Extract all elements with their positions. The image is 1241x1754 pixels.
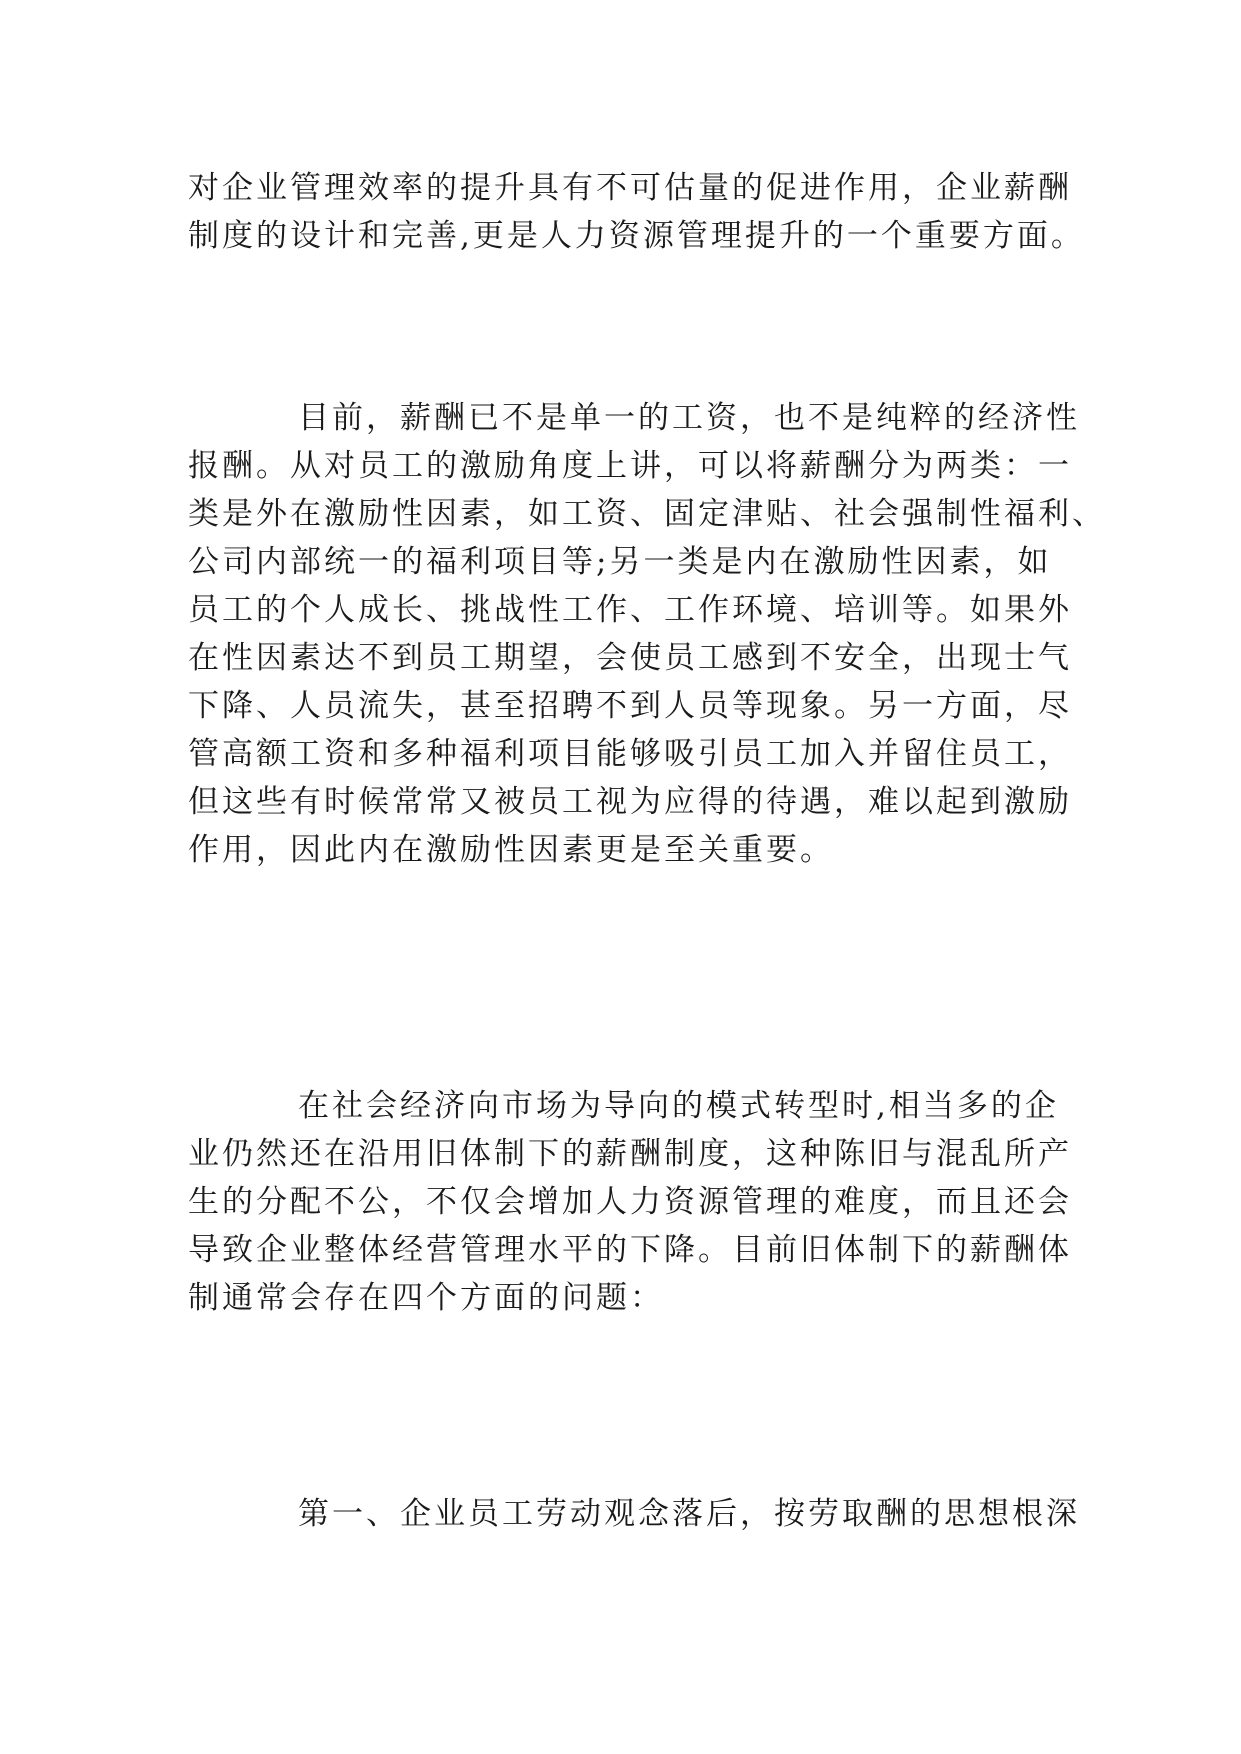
paragraph-2: [188, 394, 1106, 874]
paragraph-1: [188, 164, 1085, 260]
paragraph-4: [188, 1490, 1080, 1538]
text-line: 目前，薪酬已不是单一的工资，也不是纯粹的经济性: [298, 400, 1080, 436]
text-line: 第一、企业员工劳动观念落后，按劳取酬的思想根深: [298, 1496, 1080, 1532]
text-line: 报酬。从对员工的激励角度上讲，可以将薪酬分为两类：一: [188, 448, 1072, 484]
text-line: 公司内部统一的福利项目等;另一类是内在激励性因素，如: [188, 544, 1052, 580]
text-line: 制通常会存在四个方面的问题：: [188, 1280, 664, 1316]
text-line: 员工的个人成长、挑战性工作、工作环境、培训等。如果外: [188, 592, 1072, 628]
text-line: 作用，因此内在激励性因素更是至关重要。: [188, 832, 834, 868]
text-line: 生的分配不公，不仅会增加人力资源管理的难度，而且还会: [188, 1184, 1072, 1220]
text-line: 下降、人员流失，甚至招聘不到人员等现象。另一方面，尽: [188, 688, 1072, 724]
text-line: 在性因素达不到员工期望，会使员工感到不安全，出现士气: [188, 640, 1072, 676]
text-line: 导致企业整体经营管理水平的下降。目前旧体制下的薪酬体: [188, 1232, 1072, 1268]
text-line: 业仍然还在沿用旧体制下的薪酬制度，这种陈旧与混乱所产: [188, 1136, 1072, 1172]
text-line: 制度的设计和完善,更是人力资源管理提升的一个重要方面。: [188, 218, 1085, 254]
text-line: 对企业管理效率的提升具有不可估量的促进作用，企业薪酬: [188, 170, 1072, 206]
text-line: 但这些有时候常常又被员工视为应得的待遇，难以起到激励: [188, 784, 1072, 820]
paragraph-3: [188, 1082, 1072, 1322]
text-line: 在社会经济向市场为导向的模式转型时,相当多的企: [298, 1088, 1059, 1124]
text-line: 管高额工资和多种福利项目能够吸引员工加入并留住员工，: [188, 736, 1072, 772]
text-line: 类是外在激励性因素，如工资、固定津贴、社会强制性福利、: [188, 496, 1106, 532]
